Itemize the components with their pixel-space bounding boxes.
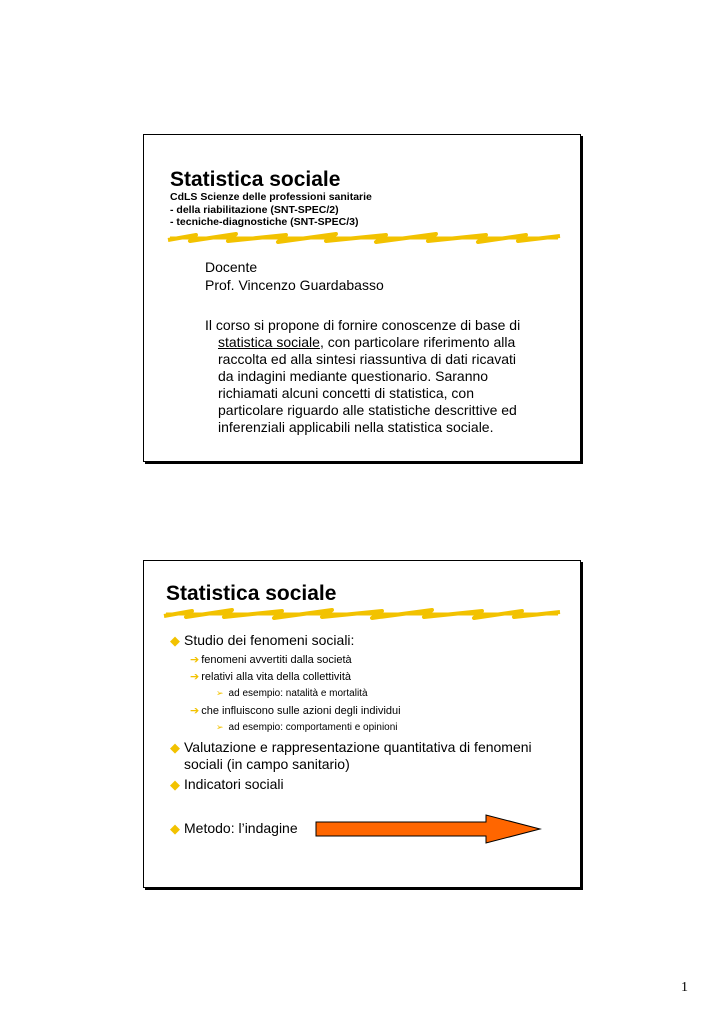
triangle-bullet-icon: ➢ [216,688,224,698]
orange-arrow-shape [314,813,544,845]
statistica-sociale-link[interactable]: statistica sociale [218,334,320,350]
bullet-text: fenomeni avvertiti dalla società [201,654,352,666]
slide-1 [143,134,581,462]
bullet-text: Studio dei fenomeni sociali: [184,632,355,648]
slide-1-title: Statistica sociale [170,168,341,191]
bullet-text: ad esempio: comportamenti e opinioni [228,722,398,733]
bullet-text [184,739,532,773]
subtitle-line: - tecniche-diagnostiche (SNT-SPEC/3) [170,216,359,228]
bullet-text: Metodo: l’indagine [184,820,298,836]
paragraph-after-link: , con particolare riferimento alla [319,334,516,350]
diamond-bullet-icon: ◆ [170,633,180,648]
sub-sub-bullet [216,687,368,700]
paragraph-line: da indagini mediante questionario. Saranno [218,368,489,384]
sub-bullet [190,653,352,667]
arrow-bullet-icon: ➔ [190,671,200,683]
sub-bullet [190,704,401,718]
triangle-bullet-icon: ➢ [216,722,224,732]
docente-label: Docente [205,259,258,275]
arrow-bullet-icon: ➔ [190,705,200,717]
paragraph-line: raccolta ed alla sintesi riassuntiva di dati ricavati [218,351,517,367]
bullet-studio [170,632,354,649]
diamond-bullet-icon: ◆ [170,740,180,755]
bullet-text: che influiscono sulle azioni degli individui [201,705,401,717]
paragraph-line: inferenziali applicabili nella statistica sociale. [218,419,494,435]
bullet-line: sociali (in campo sanitario) [184,756,350,772]
title-highlighter-stroke [162,607,562,621]
page-number: 1 [681,980,688,995]
title-highlighter-stroke [166,231,562,245]
slide-2-title: Statistica sociale [166,582,337,605]
diamond-bullet-icon: ◆ [170,777,180,792]
bullet-text: Indicatori sociali [184,776,284,792]
diamond-bullet-icon: ◆ [170,821,180,836]
sub-bullet [190,670,351,684]
bullet-text: relativi alla vita della collettività [201,671,352,683]
paragraph-intro: Il corso si propone di fornire conoscenze di base di [205,317,521,333]
bullet-line: Valutazione e rappresentazione quantitativa di fenomeni [184,739,532,755]
bullet-text: ad esempio: natalità e mortalità [228,688,368,699]
subtitle-line: CdLS Scienze delle professioni sanitarie [170,191,372,203]
subtitle-line: - della riabilitazione (SNT-SPEC/2) [170,203,339,216]
sub-sub-bullet [216,721,398,734]
bullet-valutazione [170,739,532,773]
paragraph-line: particolare riguardo alle statistiche descrittive ed [218,402,517,418]
paragraph-line: richiamati alcuni concetti di statistica, con [218,385,474,401]
slide-1-subtitle [170,191,372,229]
slide-2 [143,560,581,888]
course-description [205,317,557,436]
arrow-bullet-icon: ➔ [190,654,200,666]
bullet-indicatori [170,776,284,793]
bullet-metodo [170,820,298,837]
docente-name: Prof. Vincenzo Guardabasso [205,277,384,293]
